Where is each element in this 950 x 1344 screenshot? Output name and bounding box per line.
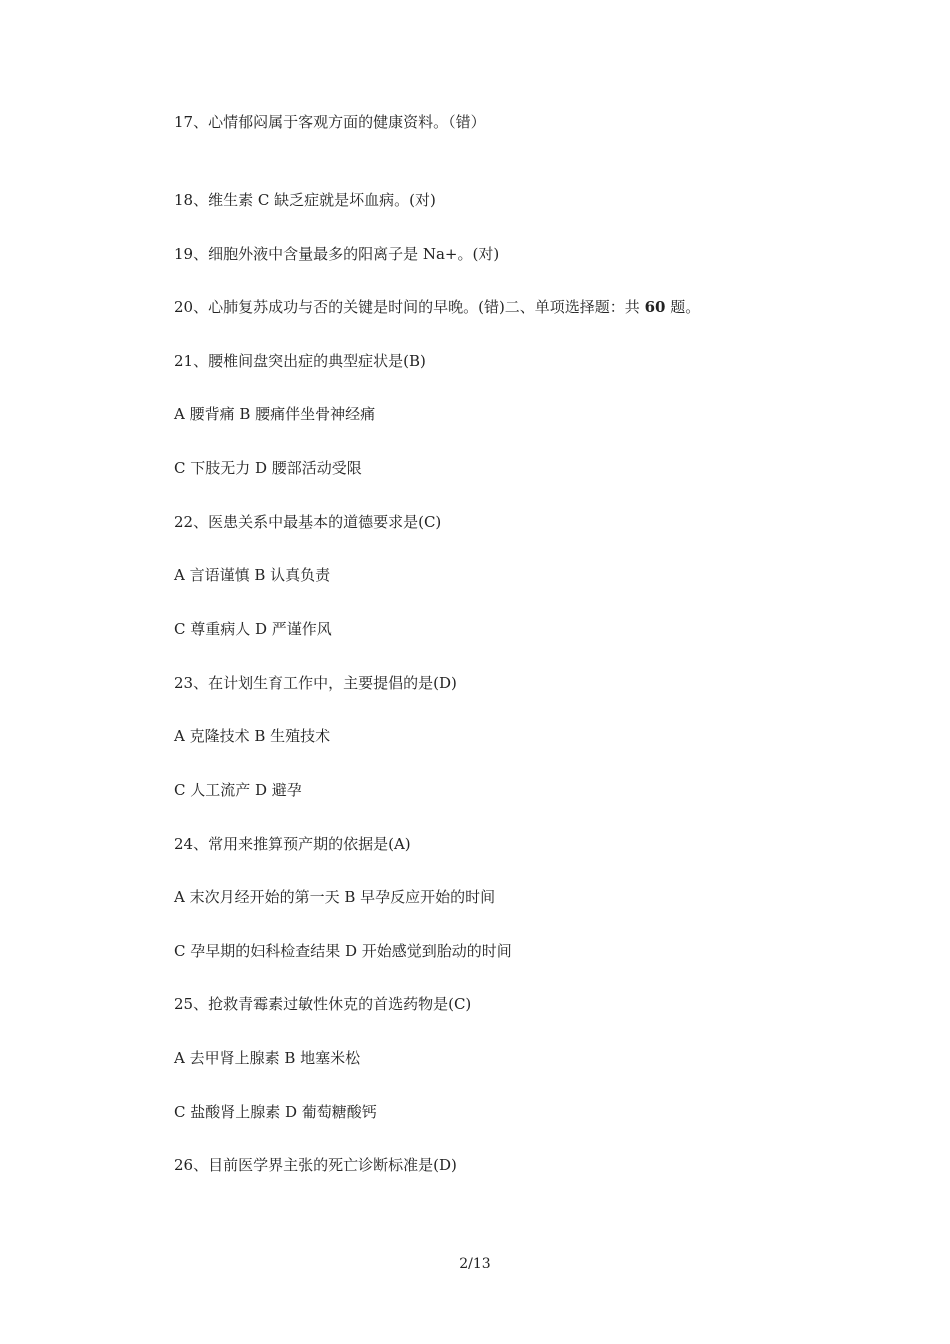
question-19: 19、细胞外液中含量最多的阳离子是 Na+。(对) xyxy=(174,245,500,263)
question-24: 24、常用来推算预产期的依据是(A) xyxy=(174,835,411,853)
question-21-options-ab: A 腰背痛 B 腰痛伴坐骨神经痛 xyxy=(174,405,376,423)
question-26: 26、目前医学界主张的死亡诊断标准是(D) xyxy=(174,1156,457,1174)
question-23-options-ab: A 克隆技术 B 生殖技术 xyxy=(174,727,331,745)
question-23: 23、在计划生育工作中，主要提倡的是(D) xyxy=(174,674,457,692)
question-18: 18、维生素 C 缺乏症就是坏血病。(对) xyxy=(174,191,436,209)
question-23-options-cd: C 人工流产 D 避孕 xyxy=(174,781,302,799)
question-25: 25、抢救青霉素过敏性休克的首选药物是(C) xyxy=(174,995,472,1013)
question-24-options-cd: C 孕早期的妇科检查结果 D 开始感觉到胎动的时间 xyxy=(174,942,512,960)
question-20-text: 20、心肺复苏成功与否的关键是时间的早晚。(错)二、单项选择题：共 xyxy=(174,298,645,316)
question-count: 60 xyxy=(644,298,666,316)
section-heading-suffix: 题。 xyxy=(665,298,701,316)
page-number: 2/13 xyxy=(459,1256,491,1272)
question-25-options-cd: C 盐酸肾上腺素 D 葡萄糖酸钙 xyxy=(174,1103,377,1121)
question-22-options-ab: A 言语谨慎 B 认真负责 xyxy=(174,566,331,584)
question-17: 17、心情郁闷属于客观方面的健康资料。（错） xyxy=(174,113,486,131)
question-22: 22、医患关系中最基本的道德要求是(C) xyxy=(174,513,442,531)
question-21-options-cd: C 下肢无力 D 腰部活动受限 xyxy=(174,459,362,477)
question-25-options-ab: A 去甲肾上腺素 B 地塞米松 xyxy=(174,1049,361,1067)
question-22-options-cd: C 尊重病人 D 严谨作风 xyxy=(174,620,332,638)
question-21: 21、腰椎间盘突出症的典型症状是(B) xyxy=(174,352,426,370)
question-24-options-ab: A 末次月经开始的第一天 B 早孕反应开始的时间 xyxy=(174,888,496,906)
question-20-and-section-heading xyxy=(174,297,700,317)
